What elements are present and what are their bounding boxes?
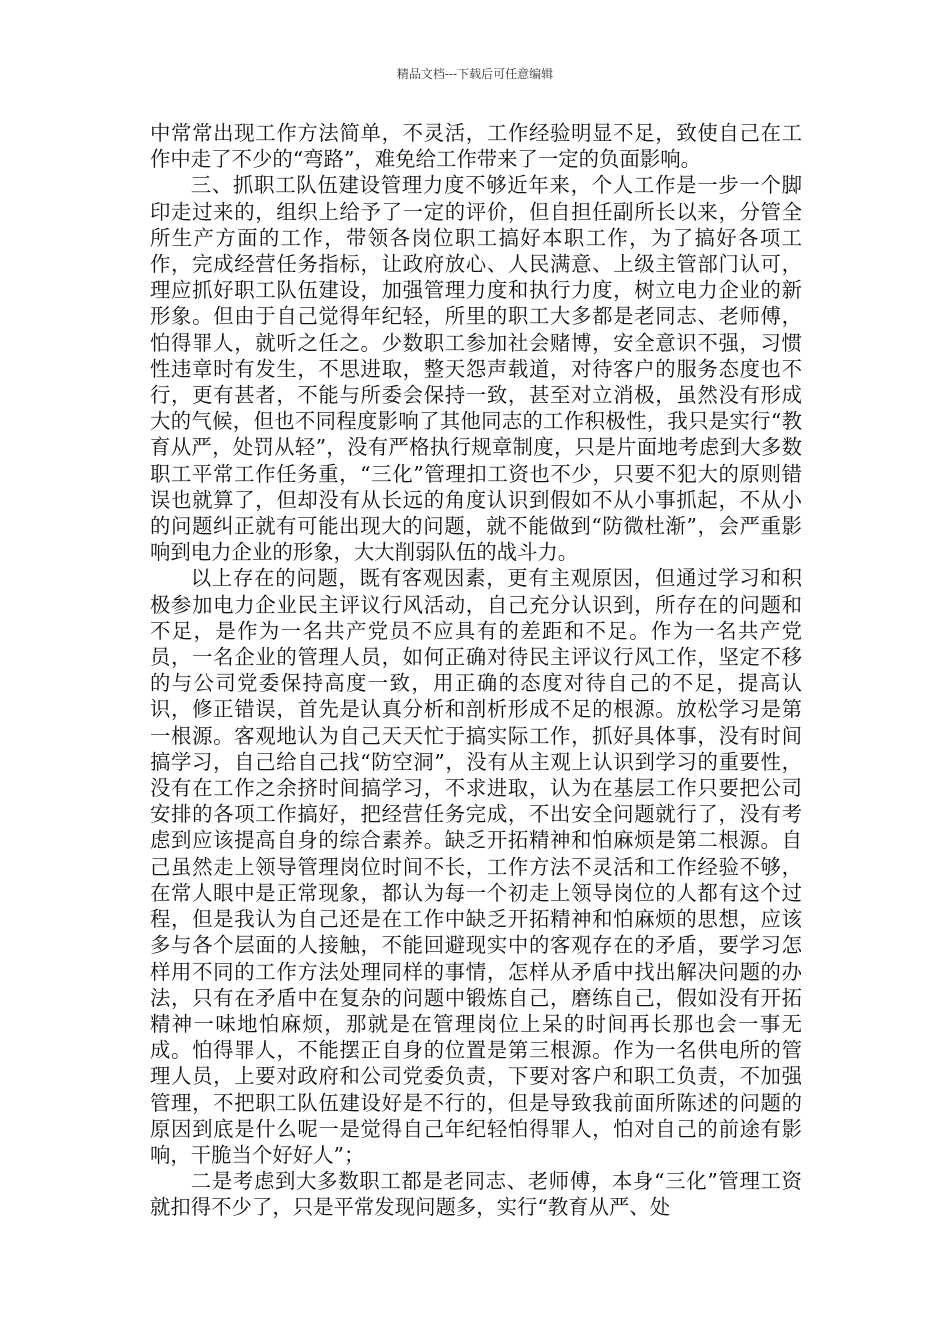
paragraph-team-building: 三、抓职工队伍建设管理力度不够近年来，个人工作是一步一个脚印走过来的，组织上给予了一定的评价，但自担任副所长以来，分管全所生产方面的工作，带领各岗位职工搞好本职工作，为了搞好各项工作，完成经营任务指标，让政府放心、人民满意、上级主管部门认可，理应抓好职工队伍建设，加强管理力度和执行力度，树立电力企业的新形象。但由于自己觉得年纪轻，所里的职工大多都是老同志、老师傅，怕得罪人，就听之任之。少数职工参加社会赌博，安全意识不强，习惯性违章时有发生，不思进取，整天怨声载道，对待客户的服务态度也不行，更有甚者，不能与所委会保持一致，甚至对立消极，虽然没有形成大的气候，但也不同程度影响了其他同志的工作积极性，我只是实行“教育从严，处罚从轻”，没有严格执行规章制度，只是片面地考虑到大多数职工平常工作任务重，“三化”管理扣工资也不少，只要不犯大的原则错误也就算了，但却没有从长远的角度认识到假如不从小事抓起，不从小的问题纠正就有可能出现大的问题，就不能做到“防微杜渐”，会严重影响到电力企业的形象，大大削弱队伍的战斗力。: [150, 173, 802, 565]
page-header: 精品文档---下载后可任意编辑: [396, 67, 554, 81]
document-body: [150, 120, 802, 1221]
paragraph-second-reason: 二是考虑到大多数职工都是老同志、老师傅，本身“三化”管理工资就扣得不少了，只是平常发现问题多，实行“教育从严、处: [150, 1169, 802, 1220]
paragraph-root-causes: 以上存在的问题，既有客观因素，更有主观原因，但通过学习和积极参加电力企业民主评议行风活动，自己充分认识到，所存在的问题和不足，是作为一名共产党员不应具有的差距和不足。作为一名共产党员，一名企业的管理人员，如何正确对待民主评议行风工作，坚定不移的与公司党委保持高度一致，用正确的态度对待自己的不足，提高认识，修正错误，首先是认真分析和剖析形成不足的根源。放松学习是第一根源。客观地认为自己天天忙于搞实际工作，抓好具体事，没有时间搞学习，自己给自己找“防空洞”，没有从主观上认识到学习的重要性，没有在工作之余挤时间搞学习，不求进取，认为在基层工作只要把公司安排的各项工作搞好，把经营任务完成，不出安全问题就行了，没有考虑到应该提高自身的综合素养。缺乏开拓精神和怕麻烦是第二根源。自己虽然走上领导管理岗位时间不长，工作方法不灵活和工作经验不够，在常人眼中是正常现象，都认为每一个初走上领导岗位的人都有这个过程，但是我认为自己还是在工作中缺乏开拓精神和怕麻烦的思想，应该多与各个层面的人接触，不能回避现实中的客观存在的矛盾，要学习怎样用不同的工作方法处理同样的事情，怎样从矛盾中找出解决问题的办法，只有在矛盾中在复杂的问题中锻炼自己，磨练自己，假如没有开拓精神一味地怕麻烦，那就是在管理岗位上呆的时间再长那也会一事无成。怕得罪人，不能摆正自身的位置是第三根源。作为一名供电所的管理人员，上要对政府和公司党委负责，下要对客户和职工负责，不加强管理，不把职工队伍建设好是不行的，但是导致我前面所陈述的问题的原因到底是什么呢一是觉得自己年纪轻怕得罪人，怕对自己的前途有影响，干脆当个好好人”；: [150, 566, 802, 1167]
paragraph-continuation: 中常常出现工作方法简单，不灵活，工作经验明显不足，致使自己在工作中走了不少的“弯路”，难免给工作带来了一定的负面影响。: [150, 121, 802, 172]
